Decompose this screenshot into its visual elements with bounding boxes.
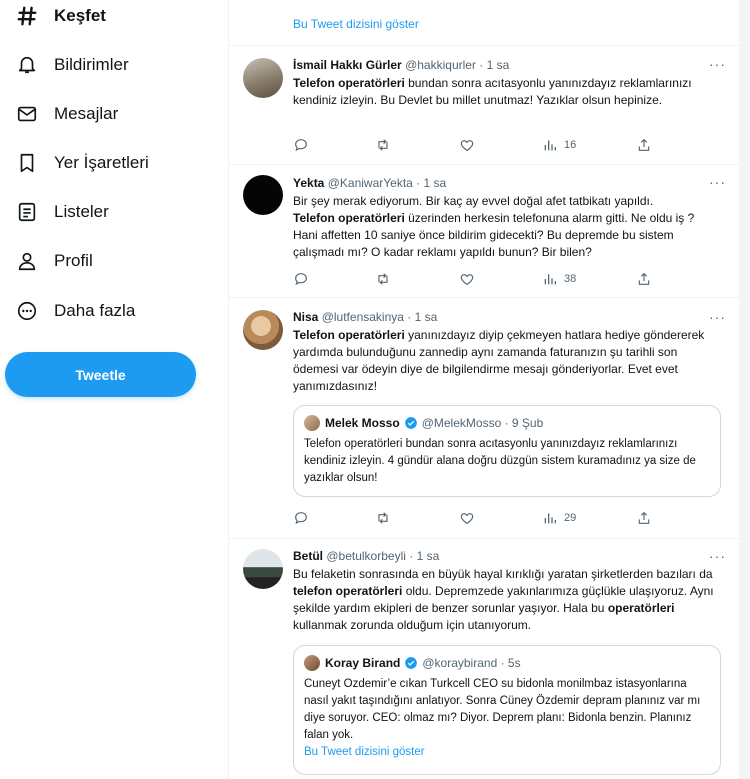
chart-bars-icon <box>542 510 558 526</box>
tweet[interactable] <box>229 539 740 779</box>
heart-icon <box>459 271 475 287</box>
tweet-time[interactable]: · 1 sa <box>416 176 447 190</box>
author-name[interactable]: Yekta <box>293 176 325 190</box>
nav-label: Yer İşaretleri <box>54 153 149 172</box>
more-options-icon[interactable]: ··· <box>709 174 726 190</box>
retweet-icon <box>375 510 391 526</box>
scrollbar[interactable] <box>739 0 750 779</box>
tweet-actions <box>293 137 653 155</box>
quote-time: · 5s <box>500 656 521 670</box>
verified-badge-icon <box>404 656 418 670</box>
heart-icon <box>459 510 475 526</box>
list-icon <box>14 199 40 225</box>
like-button[interactable] <box>459 510 475 526</box>
quote-author-handle: @MelekMosso <box>421 416 502 430</box>
tweet-text: Telefon operatörleri bundan sonra acıtasyonlu yanınızdayız reklamlarınızı kendiniz izleyin. Bu Devlet bu millet unutmaz! Yazıklar olsun hepinize. <box>293 76 692 107</box>
author-name[interactable]: Nisa <box>293 310 319 324</box>
views-count: 38 <box>564 273 577 285</box>
tweet[interactable] <box>229 165 740 297</box>
nav-item-profile[interactable] <box>14 241 93 281</box>
nav-item-lists[interactable] <box>14 192 109 232</box>
like-button[interactable] <box>459 271 475 287</box>
tweet-actions <box>293 271 653 289</box>
more-options-icon[interactable]: ··· <box>709 56 726 72</box>
reply-button[interactable] <box>293 271 309 287</box>
quoted-tweet[interactable] <box>293 405 721 497</box>
share-button[interactable] <box>636 271 652 287</box>
nav-label: Listeler <box>54 202 109 221</box>
person-icon <box>14 248 40 274</box>
quote-avatar <box>304 415 320 431</box>
share-button[interactable] <box>636 137 652 153</box>
show-thread-link[interactable]: Bu Tweet dizisini göster <box>304 746 425 758</box>
quote-avatar <box>304 655 320 671</box>
views-count: 16 <box>564 139 577 151</box>
more-circle-icon <box>14 298 40 324</box>
tweet-text: Bir şey merak ediyorum. Bir kaç ay evvel doğal afet tatbikatı yapıldı. Telefon operatörleri üzerinden herkesin telefonuna alarm gitti. Ne oldu iş ? Hani affetten 10 saniye önce bildirim gidecekti? Bu depremde bu sistem çalışmadı mı? O kadar reklamı yapıldı bunun? Bir bilen? <box>293 194 695 259</box>
sidebar <box>0 0 228 779</box>
chart-bars-icon <box>542 137 558 153</box>
nav-item-messages[interactable] <box>14 94 118 134</box>
quote-author-name: Melek Mosso <box>325 416 400 430</box>
like-button[interactable] <box>459 137 475 153</box>
author-handle[interactable]: @betulkorbeyli <box>326 549 406 563</box>
nav-label: Profil <box>54 251 93 270</box>
views-button[interactable] <box>542 137 576 153</box>
quote-author-name: Koray Birand <box>325 656 401 670</box>
author-handle[interactable]: @hakkiqurler <box>405 58 476 72</box>
chart-bars-icon <box>542 271 558 287</box>
share-button[interactable] <box>636 510 652 526</box>
reply-button[interactable] <box>293 137 309 153</box>
bell-icon <box>14 52 40 78</box>
tweet-time[interactable]: · 1 sa <box>409 549 440 563</box>
author-name[interactable]: İsmail Hakkı Gürler <box>293 58 402 72</box>
quote-text: Cuneyt Ozdemir’e cıkan Turkcell CEO su bidonla monilmbaz istasyonlarına nasıl yakıt taşındığını anlatıyor. Sonra Cüney Özdemir depram planınız var mı diye soruyor. CEO: olmaz mı? Diyor. Deprem planı: Bidonla benzin. Planınız falan yok. Bu Tweet dizisini göster <box>304 678 701 758</box>
views-button[interactable] <box>542 271 576 287</box>
tweet-text: Telefon operatörleri yanınızdayız diyip çekmeyen hatlara hediye göndererek yardımda bulunduğunu zannedip aynı zamanda faturanızın şu tarihli son ödemesi var ödeyin diye de bilgilendirme mesajı gönderiyorlar. Evet evet yanımızdasınız! <box>293 328 705 393</box>
quote-text: Telefon operatörleri bundan sonra acıtasyonlu yanınızdayız reklamlarınızı kendiniz izleyin. 4 gündür alana doğru düzgün sistem kuramadınız ya size de yazıklar olsun! <box>304 438 696 484</box>
avatar[interactable] <box>243 58 283 98</box>
reply-icon <box>293 271 309 287</box>
reply-icon <box>293 510 309 526</box>
show-thread-link[interactable]: Bu Tweet dizisini göster <box>293 17 419 31</box>
share-icon <box>636 137 652 153</box>
nav-item-notifications[interactable] <box>14 45 129 85</box>
retweet-button[interactable] <box>375 510 391 526</box>
share-icon <box>636 510 652 526</box>
quote-time: · 9 Şub <box>504 416 544 430</box>
tweet-text: Bu felaketin sonrasında en büyük hayal kırıklığı yaratan şirketlerden bazıları da telefon operatörleri oldu. Depremzede yakınlarımıza güçlükle ulaşıyoruz. Aynı şekilde yardım ekipleri de benzer sorunlar yaşıyor. Hala bu operatörleri kullanmak zorunda olduğum için utanıyorum. <box>293 567 714 632</box>
views-count: 29 <box>564 512 577 524</box>
nav-item-bookmarks[interactable] <box>14 143 149 183</box>
retweet-icon <box>375 271 391 287</box>
nav-label: Keşfet <box>54 6 106 25</box>
avatar[interactable] <box>243 549 283 589</box>
hashtag-icon <box>14 3 40 29</box>
author-handle[interactable]: @lutfensakinya <box>321 310 404 324</box>
heart-icon <box>459 137 475 153</box>
tweet-time[interactable]: · 1 sa <box>407 310 438 324</box>
bookmark-icon <box>14 150 40 176</box>
retweet-button[interactable] <box>375 271 391 287</box>
tweet-button[interactable]: Tweetle <box>5 352 196 397</box>
tweet[interactable] <box>229 298 740 538</box>
reply-icon <box>293 137 309 153</box>
tweet-actions <box>293 510 653 528</box>
author-name[interactable]: Betül <box>293 549 323 563</box>
quote-author-handle: @koraybirand <box>422 656 498 670</box>
share-icon <box>636 271 652 287</box>
nav-label: Bildirimler <box>54 55 129 74</box>
retweet-button[interactable] <box>375 137 391 153</box>
tweet-time[interactable]: · 1 sa <box>479 58 510 72</box>
more-options-icon[interactable]: ··· <box>709 309 726 325</box>
avatar[interactable] <box>243 310 283 350</box>
nav-item-explore[interactable] <box>14 0 106 36</box>
verified-badge-icon <box>404 416 418 430</box>
tweet[interactable] <box>229 46 740 164</box>
more-options-icon[interactable]: ··· <box>709 548 726 564</box>
envelope-icon <box>14 101 40 127</box>
retweet-icon <box>375 137 391 153</box>
nav-label: Daha fazla <box>54 301 136 320</box>
views-button[interactable] <box>542 510 576 526</box>
quoted-tweet[interactable] <box>293 645 721 775</box>
author-handle[interactable]: @KaniwarYekta <box>327 176 413 190</box>
timeline <box>228 0 741 779</box>
avatar[interactable] <box>243 175 283 215</box>
nav-label: Mesajlar <box>54 104 119 123</box>
nav-item-more[interactable] <box>14 291 135 331</box>
reply-button[interactable] <box>293 510 309 526</box>
